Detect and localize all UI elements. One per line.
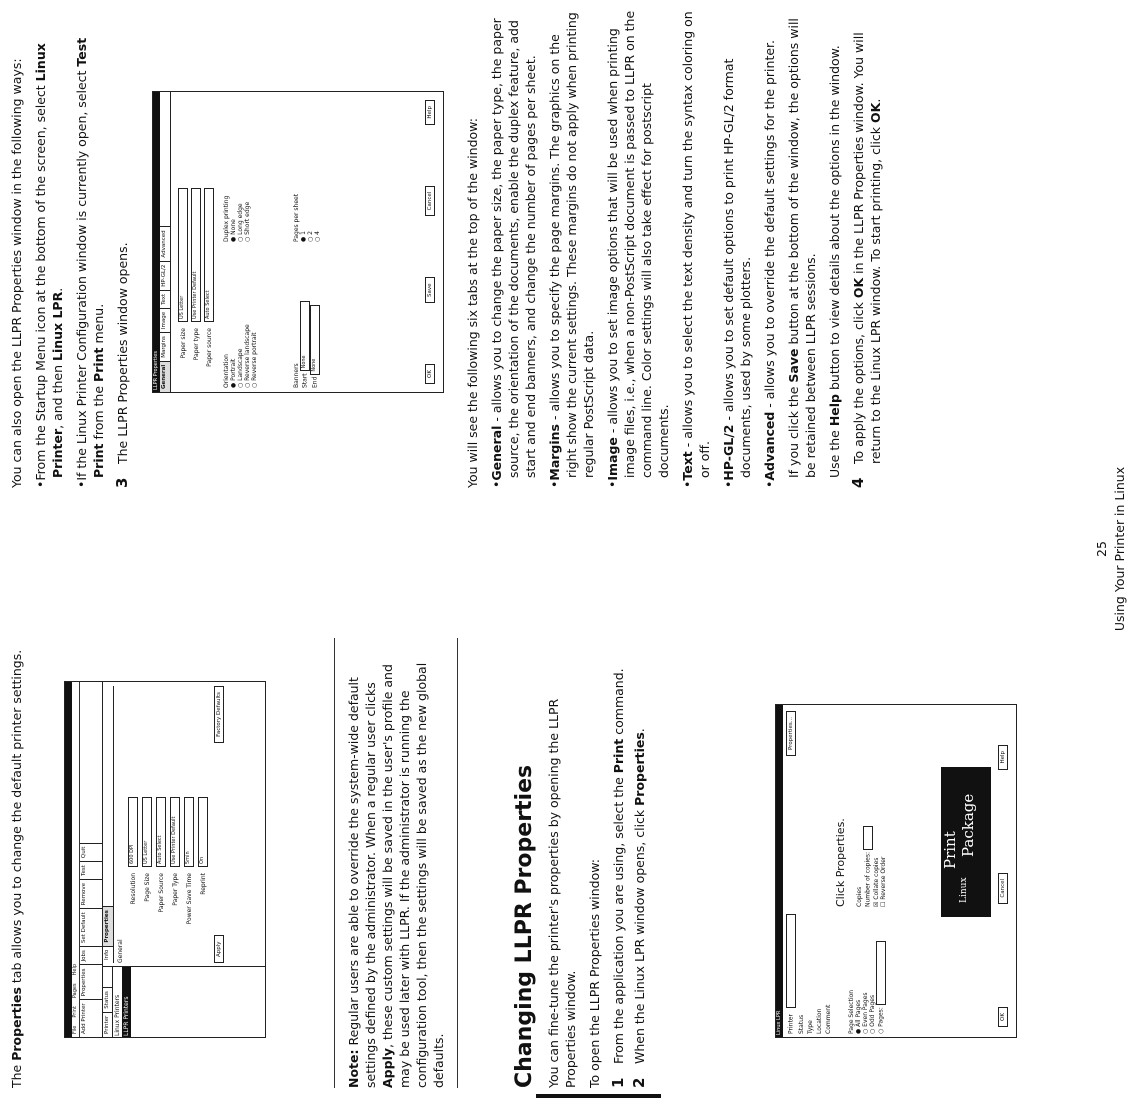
also-paragraph: You can also open the LLPR Properties window in the following ways: xyxy=(9,58,24,488)
odd-pages-radio[interactable]: ○ Odd Pages xyxy=(869,994,876,1034)
llpr-tab-general[interactable]: General xyxy=(160,361,170,392)
reverse-landscape-radio[interactable]: ○ Reverse landscape xyxy=(244,324,251,388)
property-label: Reprint xyxy=(199,873,207,895)
banners-group: Banners Start None End None xyxy=(293,248,320,388)
paper-label: Paper size xyxy=(179,328,187,359)
properties-intro: The Properties tab allows you to change the default printer settings. xyxy=(9,649,24,1088)
lpr-field-row xyxy=(816,708,823,1034)
toolbar-quit[interactable]: Quit xyxy=(80,843,102,862)
tab-description-item: •Text - allows you to select the text density and turn the syntax coloring on or off. xyxy=(680,11,712,488)
tab-text: - allows you to override the default settings for the printer. xyxy=(762,39,777,412)
linux-lpr-screenshot xyxy=(775,704,1017,1038)
llpr-tab-text[interactable]: Text xyxy=(160,290,170,308)
orientation-group: Orientation ● Portrait ○ Landscape ○ Reverse landscape ○ Reverse portrait xyxy=(223,258,258,388)
llpr-ok-button[interactable]: OK xyxy=(425,364,435,384)
menu-pages[interactable]: Pages xyxy=(72,983,78,999)
left-column xyxy=(8,638,32,1088)
tab-name: HP-GL/2 xyxy=(721,424,736,481)
llpr-help-button[interactable]: Help xyxy=(425,100,435,125)
llpr-tab-hp-gl-2[interactable]: HP-GL/2 xyxy=(160,261,170,290)
page-selection: Page Selection ● All Pages ○ Even Pages ○ Odd Pages ○ Pages: xyxy=(848,914,886,1034)
properties-pane xyxy=(103,686,261,963)
tab-text: - allows you to change the paper size, the paper type, the paper source, the orientation of the documents, enable the duplex feature, add start and end banners, and change the number of pages per sheet. xyxy=(489,18,538,478)
copies-group: Copies Number of copies: ☒ Collate copies ☐ Reverse Order xyxy=(856,787,887,907)
tab-description-item: •Margins - allows you to specify the page margins. The graphics on the right show the current settings. These margins do not apply when printing regular PostScript data. xyxy=(547,12,596,488)
list-tab-printer[interactable]: Printer xyxy=(103,1012,112,1037)
lpr-titlebar: Linux LPR xyxy=(776,705,783,1037)
paper-label: Paper type xyxy=(192,328,200,361)
tab-description-item: •Image - allows you to set image options that will be used when printing image files, i.e., when a non-PostScript document is passed to LLPR on the command line. Color settings will also take effect for postscript documents. xyxy=(605,10,671,488)
step-2: 2 When the Linux LPR window opens, click Properties. xyxy=(630,728,648,1088)
menu-bar xyxy=(72,682,80,1037)
lpr-field-row xyxy=(798,708,805,1034)
help-paragraph: Use the Help button to view details about the options in the window. xyxy=(827,45,842,478)
paper-row xyxy=(204,96,214,388)
reverse-checkbox[interactable]: ☐ Reverse Order xyxy=(880,856,887,907)
duplex-short-radio[interactable]: ○ Short edge xyxy=(244,201,251,242)
pps-4-radio[interactable]: ○ 4 xyxy=(314,231,321,242)
menu-help[interactable]: Help xyxy=(72,963,78,976)
printer-list-pane xyxy=(103,966,265,1037)
click-properties-callout: Click Properties. xyxy=(834,818,847,907)
llpr-properties-screenshot xyxy=(152,91,444,393)
lpr-field-row xyxy=(825,708,832,1034)
property-select[interactable]: Use Printer Default xyxy=(170,797,180,867)
tab-info[interactable]: Info xyxy=(103,946,113,963)
property-label: Power Save Time xyxy=(185,873,193,925)
property-select[interactable]: US Letter xyxy=(142,797,152,867)
property-row xyxy=(170,686,180,963)
llpr-paper-rows xyxy=(171,92,221,392)
right-column xyxy=(8,8,135,488)
footer-title: Using Your Printer in Linux xyxy=(1112,466,1127,632)
page-number: 25 xyxy=(1094,541,1109,557)
even-pages-radio[interactable]: ○ Even Pages xyxy=(862,992,869,1034)
tab-text: - allows you to set default options to print HP-GL/2 format documents, used by some plotters. xyxy=(721,58,753,478)
step-1: 1 From the application you are using, select the Print command. xyxy=(609,668,627,1088)
property-label: Paper Source xyxy=(157,873,165,913)
printer-item-linux[interactable]: Linux Printers xyxy=(114,994,121,1036)
llpr-tab-margins[interactable]: Margins xyxy=(160,332,170,361)
lpr-field-label: Type xyxy=(807,1020,814,1034)
paper-label: Paper source xyxy=(205,328,213,367)
property-label: Resolution xyxy=(129,873,137,905)
lpr-help-button[interactable]: Help xyxy=(998,745,1008,770)
lpr-field-label: Comment xyxy=(825,1004,832,1034)
lpr-field-row xyxy=(786,708,796,1034)
toolbar-properties[interactable]: Properties xyxy=(80,965,102,1000)
menu-print[interactable]: Print xyxy=(72,1006,78,1018)
section-heading: Changing LLPR Properties xyxy=(512,764,537,1088)
llpr-tab-advanced[interactable]: Advanced xyxy=(160,226,170,260)
tab-description-item: •Advanced - allows you to override the default settings for the printer. xyxy=(762,39,777,488)
pages-per-sheet-group: Pages per sheet ● 1 ○ 2 ○ 4 xyxy=(293,112,321,242)
property-row xyxy=(142,686,152,963)
tab-properties[interactable]: Properties xyxy=(103,906,113,945)
toolbar-jobs[interactable]: Jobs xyxy=(80,946,102,964)
apply-button[interactable]: Apply xyxy=(214,935,224,963)
portrait-radio[interactable]: ● Portrait xyxy=(230,358,237,388)
save-paragraph: If you click the Save button at the bottom of the window, the options will be retained between LLPR sessions. xyxy=(786,18,818,478)
landscape-radio[interactable]: ○ Landscape xyxy=(237,348,244,388)
open-intro: To open the LLPR Properties window: xyxy=(587,858,602,1088)
llpr-cancel-button[interactable]: Cancel xyxy=(425,186,435,217)
property-row xyxy=(184,686,194,963)
left-column-body xyxy=(334,638,652,1088)
duplex-none-radio[interactable]: ● None xyxy=(230,219,237,242)
paper-select[interactable]: US Letter xyxy=(178,188,188,322)
general-section-label: General xyxy=(117,939,124,963)
printer-select[interactable] xyxy=(786,914,796,1008)
step-4: 4 To apply the options, click OK in the LLPR Properties window. You will return to the Linux LPR window. To start printing, click OK. xyxy=(849,32,883,488)
banner-end-select[interactable]: None xyxy=(310,305,320,375)
banner-start-select[interactable]: None xyxy=(300,301,310,371)
paper-select[interactable]: Auto Select xyxy=(204,188,214,322)
llpr-tabs xyxy=(160,92,171,392)
printer-config-screenshot xyxy=(64,681,266,1038)
llpr-titlebar: LLPR Properties xyxy=(153,92,160,392)
lpr-ok-button[interactable]: OK xyxy=(998,1007,1008,1027)
llpr-tab-image[interactable]: Image xyxy=(160,308,170,332)
copies-field[interactable] xyxy=(863,826,873,850)
paper-select[interactable]: Use Printer Default xyxy=(191,188,201,322)
lpr-field-label: Location xyxy=(816,1008,823,1034)
all-pages-radio[interactable]: ● All Pages xyxy=(855,999,862,1034)
tab-description-item: •HP-GL/2 - allows you to set default options to print HP-GL/2 format documents, used by some plotters. xyxy=(721,58,753,488)
property-row xyxy=(156,686,166,963)
property-select[interactable]: Auto Select xyxy=(156,797,166,867)
toolbar-remove[interactable]: Remove xyxy=(80,879,102,908)
tab-description-item: •General - allows you to change the paper size, the paper type, the paper source, the orientation of the documents, enable the duplex feature, add start and end banners, and change the number of pages per sheet. xyxy=(489,18,538,488)
lpr-cancel-button[interactable]: Cancel xyxy=(998,873,1008,904)
menu-file[interactable]: File xyxy=(72,1025,78,1034)
pps-2-radio[interactable]: ○ 2 xyxy=(307,231,314,242)
admin-note: Note: Regular users are able to override the system-wide default settings defined by the administrator. When a regular user clicks Apply, these custom settings will be saved in the user's profile and may be used later with LLPR. If the administrator is running the configuration tool, then the settings will be saved as the new global defaults. xyxy=(334,638,458,1088)
toolbar xyxy=(80,682,103,1037)
step-3: 3 The LLPR Properties window opens. xyxy=(113,242,131,488)
lpr-field-row xyxy=(807,708,814,1034)
property-label: Page Size xyxy=(143,873,151,902)
lpr-buttons xyxy=(998,745,1008,1027)
property-select[interactable]: 5min xyxy=(184,797,194,867)
pages-radio[interactable]: ○ Pages: xyxy=(876,914,886,1034)
duplex-group: Duplex printing ● None ○ Long edge ○ Short edge xyxy=(223,112,251,242)
linux-print-package-logo: Linux Print Package xyxy=(941,767,991,917)
tab-text: - allows you to specify the page margins. The graphics on the right show the current settings. These margins do not apply when printing regular PostScript data. xyxy=(547,12,596,478)
right-column-body xyxy=(464,8,888,488)
factory-defaults-button[interactable]: Factory Defaults xyxy=(214,686,224,743)
list-tab-status[interactable]: Status xyxy=(103,987,112,1012)
lead-paragraph: You can fine-tune the printer's properties by opening the LLPR Properties window. xyxy=(546,698,578,1088)
property-row xyxy=(198,686,208,963)
printer-item-llpr[interactable]: LLPR Printers xyxy=(122,967,131,1037)
duplex-long-radio[interactable]: ○ Long edge xyxy=(237,203,244,242)
pps-1-radio[interactable]: ● 1 xyxy=(300,231,307,242)
tab-name: Advanced xyxy=(762,411,777,481)
paper-row xyxy=(191,96,201,388)
lpr-field-label: Printer xyxy=(787,1014,795,1034)
tab-name: General xyxy=(489,425,504,481)
toolbar-test[interactable]: Test xyxy=(80,861,102,879)
properties-rows xyxy=(128,686,208,963)
toolbar-add-printer[interactable]: Add Printer xyxy=(80,999,102,1037)
property-label: Paper Type xyxy=(171,873,179,906)
paper-row xyxy=(178,96,188,388)
lpr-field-label: Status xyxy=(798,1014,805,1034)
collate-checkbox[interactable]: ☒ Collate copies xyxy=(873,857,880,907)
reverse-portrait-radio[interactable]: ○ Reverse portrait xyxy=(251,332,258,388)
property-select[interactable]: 600 DPI xyxy=(128,797,138,867)
property-row xyxy=(128,686,138,963)
properties-button[interactable]: Properties... xyxy=(786,711,796,756)
tab-descriptions xyxy=(488,8,778,488)
tab-text: - allows you to select the text density and turn the syntax coloring on or off. xyxy=(680,11,712,478)
bullet-startup-menu: •From the Startup Menu icon at the bottom of the screen, select Linux Printer, and then Linux LPR. xyxy=(33,43,65,488)
tab-name: Image xyxy=(605,437,620,481)
bullet-test-print: •If the Linux Printer Configuration window is currently open, select Test Print from the Print menu. xyxy=(74,37,106,488)
property-select[interactable]: On xyxy=(198,797,208,867)
tab-name: Text xyxy=(680,451,695,481)
window-titlebar xyxy=(65,682,72,1037)
section-side-bar xyxy=(536,1094,661,1098)
llpr-buttons xyxy=(425,100,435,384)
tab-text: - allows you to set image options that will be used when printing image files, i.e., when a non-PostScript document is passed to LLPR on the command line. Color settings will also take effect for postscript documents. xyxy=(605,10,671,478)
toolbar-set-default[interactable]: Set Default xyxy=(80,908,102,946)
llpr-save-button[interactable]: Save xyxy=(425,277,435,303)
tabs-intro: You will see the following six tabs at the top of the window: xyxy=(465,118,480,488)
tab-name: Margins xyxy=(547,424,562,481)
